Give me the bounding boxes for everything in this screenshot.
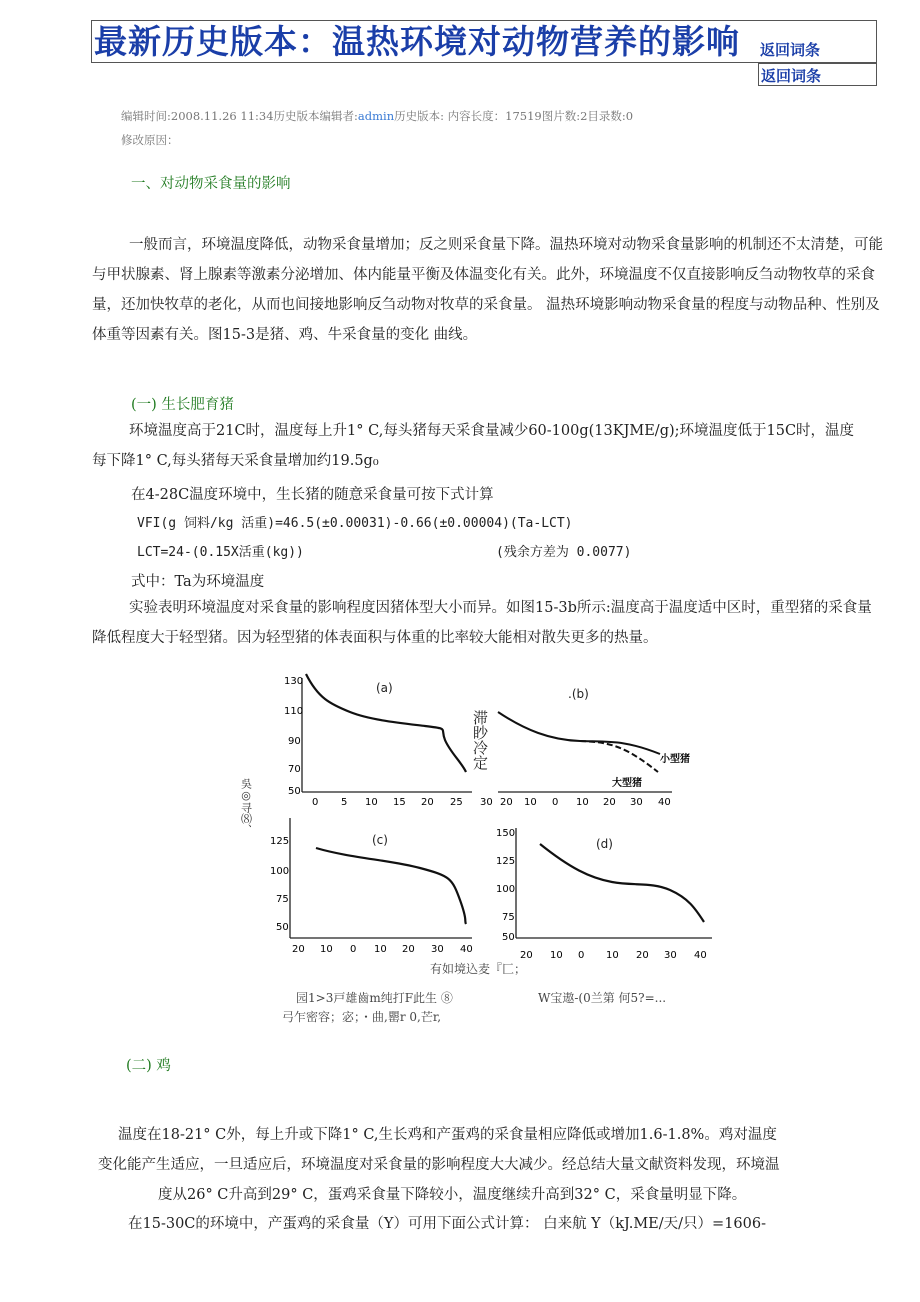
pd-xtick-4: 20 bbox=[636, 950, 649, 961]
pb-xtick-0: 20 bbox=[500, 797, 513, 808]
figure-caption-right: W宝遨-(0兰第 何5?=... bbox=[538, 991, 667, 1005]
panel-b bbox=[498, 687, 690, 808]
figure-caption-left-2: 弓乍密容；宓；・曲,罌r 0,芒r, bbox=[282, 1010, 442, 1024]
panel-d-curve bbox=[540, 844, 704, 922]
pc-xtick-1: 10 bbox=[320, 944, 333, 955]
pc-ytick-2: 75 bbox=[276, 894, 289, 905]
pa-xtick-5: 25 bbox=[450, 797, 463, 808]
pd-ytick-0: 150 bbox=[496, 828, 516, 839]
pa-xtick-2: 10 bbox=[365, 797, 378, 808]
pb-xtick-2: 0 bbox=[552, 797, 559, 808]
formula-where: 式中：Ta为环境温度 bbox=[131, 574, 265, 590]
formula-lct-note: (残余方差为 0.0077) bbox=[496, 545, 632, 560]
figure-svg bbox=[239, 668, 707, 961]
panel-c-label: (c) bbox=[372, 833, 388, 847]
pc-xtick-2: 0 bbox=[350, 944, 357, 955]
pb-xtick-1: 10 bbox=[524, 797, 537, 808]
pa-xtick-0: 0 bbox=[312, 797, 319, 808]
pd-xtick-1: 10 bbox=[550, 950, 563, 961]
pd-xtick-2: 0 bbox=[578, 950, 585, 961]
panel-c bbox=[270, 818, 473, 955]
chicken-formula-line: 在15-30C的环境中，产蛋鸡的采食量（Y）可用下面公式计算： 白来航 Y（kJ.ME/天/只）=1606- bbox=[128, 1216, 766, 1232]
pd-xtick-6: 40 bbox=[694, 950, 707, 961]
pa-xtick-1: 5 bbox=[341, 797, 348, 808]
meta-prefix: 编辑时间:2008.11.26 11:34历史版本编辑者: bbox=[121, 109, 358, 123]
pc-xtick-0: 20 bbox=[292, 944, 305, 955]
editor-link[interactable]: admin bbox=[357, 109, 395, 123]
meta-suffix: 历史版本: 内容长度：17519图片数:2目录数:0 bbox=[394, 109, 634, 123]
chicken-line-2: 变化能产生适应，一旦适应后，环境温度对采食量的影响程度大大减少。经总结大量文献资料发现，环境温 bbox=[98, 1157, 780, 1173]
panel-a-label: (a) bbox=[376, 681, 393, 695]
pc-xtick-6: 40 bbox=[460, 944, 473, 955]
chicken-line-1: 温度在18-21° C外，每上升或下降1° C,生长鸡和产蛋鸡的采食量相应降低或增加1.6-1.8%。鸡对温度 bbox=[118, 1127, 777, 1143]
pb-xtick-4: 20 bbox=[603, 797, 616, 808]
pb-xtick-6: 40 bbox=[658, 797, 671, 808]
pd-ytick-4: 50 bbox=[502, 932, 515, 943]
pc-ytick-1: 100 bbox=[270, 866, 290, 877]
panel-b-label: .(b) bbox=[568, 687, 589, 701]
panel-b-small-curve bbox=[498, 712, 660, 754]
section-heading-feed-intake: 一、对动物采食量的影响 bbox=[131, 176, 291, 192]
pa-xtick-3: 15 bbox=[393, 797, 406, 808]
pd-xtick-3: 10 bbox=[606, 950, 619, 961]
chicken-line-3: 度从26° C升高到29° C，蛋鸡采食量下降较小，温度继续升高到32° C，采食量明显下降。 bbox=[158, 1187, 747, 1203]
edit-reason: 修改原因： bbox=[121, 133, 179, 147]
pc-ytick-0: 125 bbox=[270, 836, 290, 847]
panel-b-large-curve bbox=[580, 741, 658, 772]
panel-c-curve bbox=[316, 848, 466, 924]
back-link-box bbox=[758, 63, 877, 86]
pa-ytick-2: 90 bbox=[288, 736, 301, 747]
pd-ytick-1: 125 bbox=[496, 856, 516, 867]
pc-ytick-3: 50 bbox=[276, 922, 289, 933]
pc-xtick-5: 30 bbox=[431, 944, 444, 955]
section-1-paragraph: 一般而言，环境温度降低，动物采食量增加；反之则采食量下降。温热环境对动物采食量影响的机制还不太清楚，可能与甲状腺素、肾上腺素等激素分泌增加、体内能量平衡及体温变化有关。此外，环境温度不仅直接影响反刍动物牧草的采食量，还加快牧草的老化，从而也间接地影响反刍动物对牧草的采食量。 温热环境影响动物采食量的程度与动物品种、性别及体重等因素有关。图15-3是猪、鸡、牛采食量的变化 曲线。 bbox=[92, 237, 883, 343]
section-heading-chicken: (二) 鸡 bbox=[126, 1058, 171, 1074]
pa-ytick-4: 50 bbox=[288, 786, 301, 797]
pa-ytick-0: 130 bbox=[284, 676, 304, 687]
pd-ytick-3: 75 bbox=[502, 912, 515, 923]
legend-large: 大型猪 bbox=[612, 778, 642, 789]
pa-ytick-1: 110 bbox=[284, 706, 304, 717]
pd-xtick-0: 20 bbox=[520, 950, 533, 961]
page-title: 最新历史版本：温热环境对动物营养的影响 bbox=[94, 22, 740, 61]
panel-d bbox=[496, 828, 712, 961]
legend-small: 小型猪 bbox=[660, 754, 690, 765]
figure-axis-note: 有如境込麦『匚； bbox=[430, 962, 527, 976]
formula-lct: LCT=24-(0.15X活重(kg)) bbox=[137, 545, 304, 560]
pc-xtick-4: 20 bbox=[402, 944, 415, 955]
pc-xtick-3: 10 bbox=[374, 944, 387, 955]
ylabel-mid: 滞眇冷定 bbox=[471, 710, 489, 770]
pb-xtick-3: 10 bbox=[576, 797, 589, 808]
pigs-paragraph-1: 环境温度高于21C时，温度每上升1° C,每头猪每天采食量减少60-100g(13KJME/g);环境温度低于15C时，温度每下降1° C,每头猪每天采食量增加约19.5g₀ bbox=[92, 423, 855, 469]
figure-15-3 bbox=[239, 668, 707, 962]
pa-xtick-6: 30 bbox=[480, 797, 493, 808]
pd-ytick-2: 100 bbox=[496, 884, 516, 895]
panel-a bbox=[284, 674, 493, 808]
pb-xtick-5: 30 bbox=[630, 797, 643, 808]
panel-d-label: (d) bbox=[596, 837, 613, 851]
pigs-paragraph-3: 实验表明环境温度对采食量的影响程度因猪体型大小而异。如图15-3b所示:温度高于温度适中区时，重型猪的采食量降低程度大于轻型猪。因为轻型猪的体表面积与体重的比率较大能相对散失更多的热量。 bbox=[92, 600, 872, 646]
pd-xtick-5: 30 bbox=[664, 950, 677, 961]
pa-ytick-3: 70 bbox=[288, 764, 301, 775]
back-to-entry-link-2[interactable]: 返回词条 bbox=[761, 67, 822, 85]
pa-xtick-4: 20 bbox=[421, 797, 434, 808]
section-heading-pigs: (一) 生长肥育猪 bbox=[131, 397, 234, 413]
ylabel-left: 吳◎寻⑻、 bbox=[239, 778, 253, 835]
formula-vfi: VFI(g 饲料/kg 活重)=46.5(±0.00031)-0.66(±0.00004)(Ta-LCT) bbox=[137, 516, 573, 531]
pigs-line-formula-intro: 在4-28C温度环境中，生长猪的随意采食量可按下式计算 bbox=[131, 487, 494, 503]
back-to-entry-link[interactable]: 返回词条 bbox=[760, 41, 821, 59]
figure-caption-left-1: 园1>3戸雄齒m纯打F此生 ⑧ bbox=[296, 991, 453, 1005]
edit-meta bbox=[121, 108, 633, 124]
